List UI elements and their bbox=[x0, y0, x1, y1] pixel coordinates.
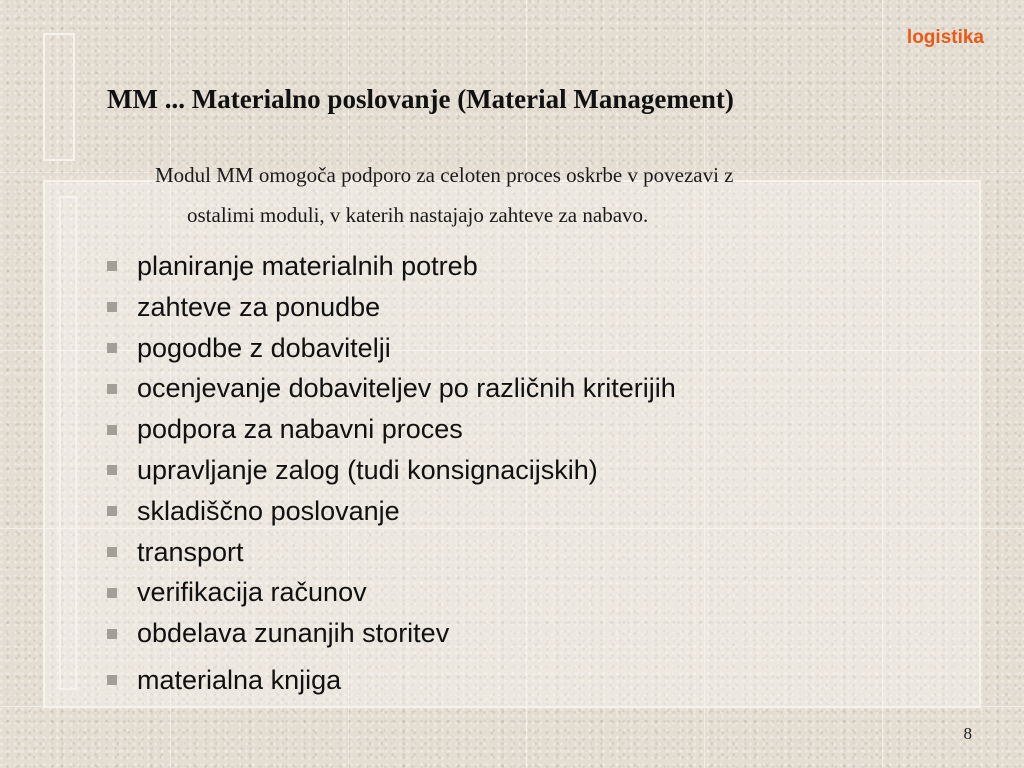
list-item bbox=[107, 450, 676, 491]
square-bullet-icon bbox=[107, 302, 117, 312]
list-item-text: transport bbox=[137, 536, 244, 567]
intro-paragraph bbox=[155, 155, 955, 235]
list-item bbox=[107, 409, 676, 450]
intro-line-1: Modul MM omogoča podporo za celoten proces oskrbe v povezavi z bbox=[155, 163, 734, 187]
list-item-text: zahteve za ponudbe bbox=[137, 291, 381, 322]
square-bullet-icon bbox=[107, 675, 117, 685]
list-item-text: verifikacija računov bbox=[137, 577, 367, 608]
list-item-text: planiranje materialnih potreb bbox=[137, 251, 478, 281]
square-bullet-icon bbox=[107, 384, 117, 394]
square-bullet-icon bbox=[107, 261, 117, 271]
list-item bbox=[107, 328, 676, 369]
list-item-text: obdelava zunanjih storitev bbox=[137, 618, 450, 649]
square-bullet-icon bbox=[107, 547, 117, 557]
list-item bbox=[107, 246, 676, 287]
square-bullet-icon bbox=[107, 465, 117, 475]
bullet-list bbox=[107, 246, 676, 706]
square-bullet-icon bbox=[107, 588, 117, 598]
list-item bbox=[107, 532, 676, 573]
list-item-text: podpora za nabavni proces bbox=[137, 414, 463, 445]
decorative-bar-left bbox=[59, 196, 77, 690]
list-item bbox=[107, 613, 676, 654]
slide-title: MM ... Materialno poslovanje (Material Management) bbox=[107, 84, 734, 114]
page-number: 8 bbox=[963, 724, 972, 743]
square-bullet-icon bbox=[107, 343, 117, 353]
list-item-text: ocenjevanje dobaviteljev po različnih kriterijih bbox=[137, 373, 676, 404]
list-item-text: upravljanje zalog (tudi konsignacijskih) bbox=[137, 454, 598, 485]
square-bullet-icon bbox=[107, 425, 117, 435]
list-item bbox=[107, 491, 676, 532]
square-bullet-icon bbox=[107, 629, 117, 639]
brand-label: logistika bbox=[906, 27, 984, 48]
list-item-text: pogodbe z dobavitelji bbox=[137, 332, 391, 363]
list-item-text: materialna knjiga bbox=[137, 664, 342, 695]
square-bullet-icon bbox=[107, 506, 117, 516]
intro-line-2: ostalimi moduli, v katerih nastajajo zahteve za nabavo. bbox=[187, 203, 649, 227]
list-item bbox=[107, 368, 676, 409]
list-item bbox=[107, 572, 676, 613]
list-item-text: skladiščno poslovanje bbox=[137, 495, 400, 526]
list-item bbox=[107, 654, 676, 706]
decorative-bar-top bbox=[43, 33, 75, 161]
list-item bbox=[107, 287, 676, 328]
